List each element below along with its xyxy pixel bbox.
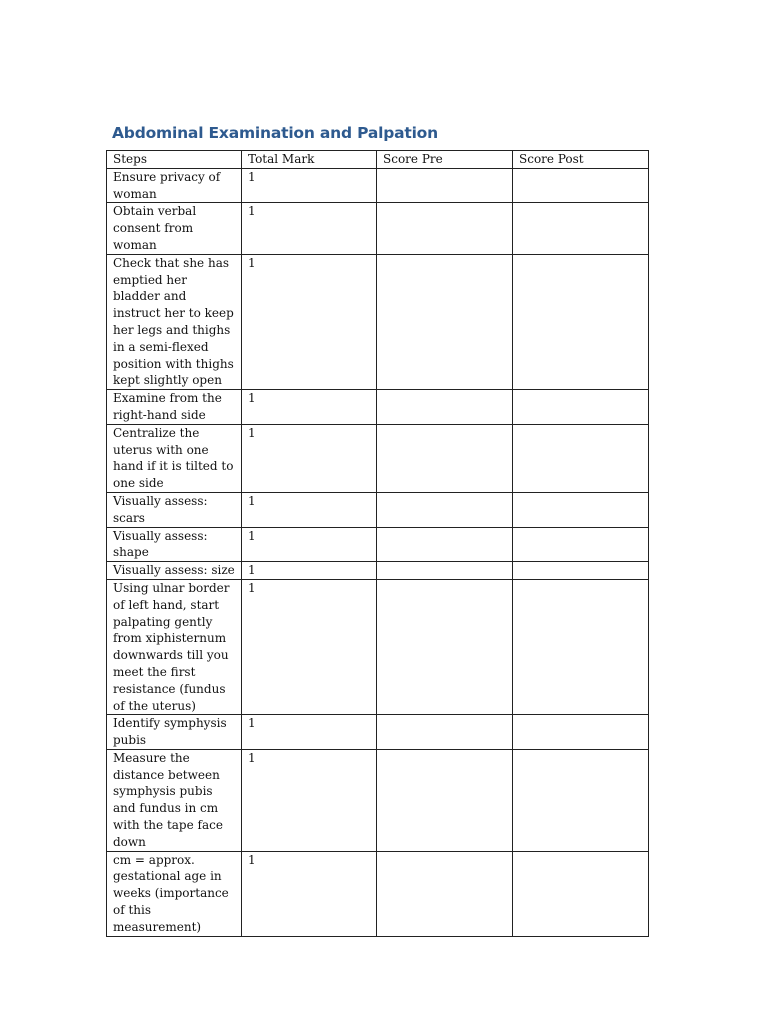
header-score-pre: Score Pre	[377, 151, 513, 169]
total-mark-cell: 1	[242, 390, 377, 425]
table-row	[107, 562, 649, 580]
score-post-cell	[513, 562, 649, 580]
score-post-cell	[513, 254, 649, 389]
score-pre-cell	[377, 527, 513, 562]
table-row	[107, 851, 649, 936]
step-cell: Measure the distance between symphysis pubis and fundus in cm with the tape face down	[107, 749, 242, 851]
step-cell: Centralize the uterus with one hand if it is tilted to one side	[107, 424, 242, 492]
score-post-cell	[513, 390, 649, 425]
total-mark-cell: 1	[242, 203, 377, 254]
total-mark-cell: 1	[242, 579, 377, 714]
score-post-cell	[513, 492, 649, 527]
score-pre-cell	[377, 715, 513, 750]
total-mark-cell: 1	[242, 749, 377, 851]
table-row	[107, 715, 649, 750]
step-cell: Visually assess: shape	[107, 527, 242, 562]
score-post-cell	[513, 168, 649, 203]
table-header-row	[107, 151, 649, 169]
score-pre-cell	[377, 492, 513, 527]
total-mark-cell: 1	[242, 254, 377, 389]
score-post-cell	[513, 579, 649, 714]
header-steps: Steps	[107, 151, 242, 169]
score-pre-cell	[377, 390, 513, 425]
step-cell: cm = approx. gestational age in weeks (importance of this measurement)	[107, 851, 242, 936]
score-post-cell	[513, 424, 649, 492]
total-mark-cell: 1	[242, 562, 377, 580]
total-mark-cell: 1	[242, 851, 377, 936]
total-mark-cell: 1	[242, 492, 377, 527]
table-row	[107, 390, 649, 425]
assessment-table	[106, 150, 649, 937]
step-cell: Visually assess: size	[107, 562, 242, 580]
step-cell: Visually assess: scars	[107, 492, 242, 527]
score-post-cell	[513, 527, 649, 562]
score-post-cell	[513, 749, 649, 851]
table-row	[107, 168, 649, 203]
score-post-cell	[513, 203, 649, 254]
score-post-cell	[513, 715, 649, 750]
header-total-mark: Total Mark	[242, 151, 377, 169]
score-pre-cell	[377, 203, 513, 254]
step-cell: Identify symphysis pubis	[107, 715, 242, 750]
table-row	[107, 254, 649, 389]
document-title: Abdominal Examination and Palpation	[112, 124, 438, 142]
table-row	[107, 492, 649, 527]
table-row	[107, 203, 649, 254]
total-mark-cell: 1	[242, 715, 377, 750]
table-body	[107, 168, 649, 936]
step-cell: Ensure privacy of woman	[107, 168, 242, 203]
score-pre-cell	[377, 424, 513, 492]
table-row	[107, 424, 649, 492]
score-post-cell	[513, 851, 649, 936]
step-cell: Check that she has emptied her bladder and instruct her to keep her legs and thighs in a semi-flexed position with thighs kept slightly open	[107, 254, 242, 389]
score-pre-cell	[377, 749, 513, 851]
step-cell: Using ulnar border of left hand, start palpating gently from xiphisternum downwards till you meet the first resistance (fundus of the uterus)	[107, 579, 242, 714]
score-pre-cell	[377, 254, 513, 389]
total-mark-cell: 1	[242, 424, 377, 492]
total-mark-cell: 1	[242, 168, 377, 203]
score-pre-cell	[377, 579, 513, 714]
table-row	[107, 527, 649, 562]
score-pre-cell	[377, 562, 513, 580]
header-score-post: Score Post	[513, 151, 649, 169]
step-cell: Examine from the right-hand side	[107, 390, 242, 425]
score-pre-cell	[377, 851, 513, 936]
table-row	[107, 579, 649, 714]
total-mark-cell: 1	[242, 527, 377, 562]
table-row	[107, 749, 649, 851]
step-cell: Obtain verbal consent from woman	[107, 203, 242, 254]
score-pre-cell	[377, 168, 513, 203]
